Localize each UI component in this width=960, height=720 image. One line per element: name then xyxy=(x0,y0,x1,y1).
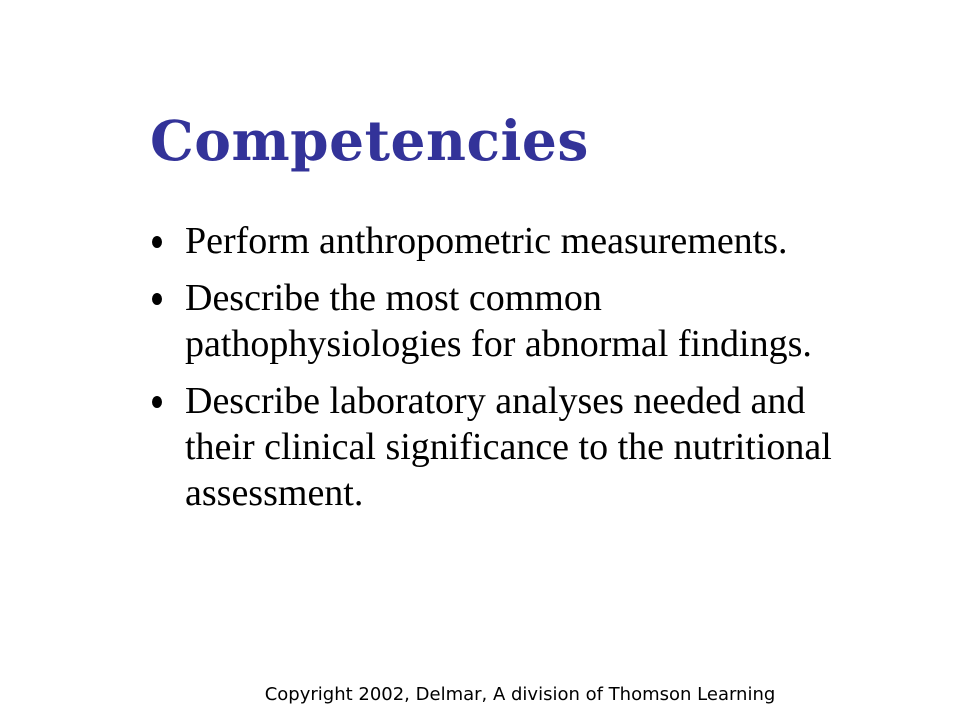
bullet-text: Describe laboratory analyses needed and their clinical significance to the nutritional assessment. xyxy=(185,380,832,514)
bullet-item xyxy=(152,218,872,264)
slide-title: Competencies xyxy=(150,108,589,173)
bullet-dot-icon xyxy=(152,236,162,248)
copyright-footer: Copyright 2002, Delmar, A division of Thomson Learning xyxy=(264,684,776,705)
bullet-dot-icon xyxy=(152,293,162,305)
bullet-text: Perform anthropometric measurements. xyxy=(185,220,788,262)
bullet-item xyxy=(152,275,872,367)
bullet-dot-icon xyxy=(152,396,162,408)
bullet-item xyxy=(152,378,872,516)
bullet-list xyxy=(152,218,872,527)
bullet-text: Describe the most common pathophysiologies for abnormal findings. xyxy=(185,277,812,365)
